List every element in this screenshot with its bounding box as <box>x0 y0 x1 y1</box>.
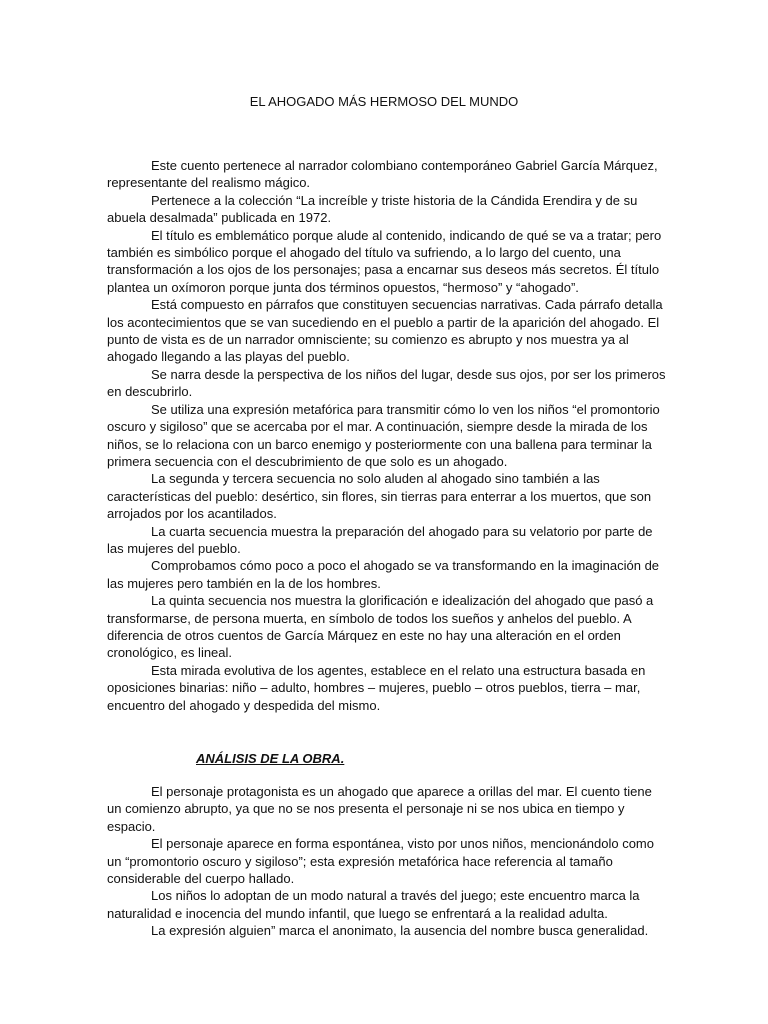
section-heading: ANÁLISIS DE LA OBRA. <box>196 751 345 766</box>
paragraph: El título es emblemático porque alude al contenido, indicando de qué se va a tratar; pero también es simbólico porque el ahogado del título va sufriendo, a lo largo del cuento, una transformación a los ojos de los personajes; pasa a encarnar sus deseos más secretos. Él título plantea un oxímoron porque junta dos términos opuestos, “hermoso” y “ahogado”. <box>107 227 662 295</box>
paragraph: La quinta secuencia nos muestra la glorificación e idealización del ahogado que pasó a transformarse, de persona muerta, en símbolo de todos los sueños y anhelos del pueblo. A diferencia de otros cuentos de García Márquez en este no hay una alteración en el orden cronológico, es lineal. <box>107 593 654 661</box>
paragraph: La expresión alguien” marca el anonimato, la ausencia del nombre busca generalidad. <box>151 923 649 939</box>
paragraph: Los niños lo adoptan de un modo natural a través del juego; este encuentro marca la naturalidad e inocencia del mundo infantil, que luego se enfrentará a la realidad adulta. <box>107 888 640 921</box>
paragraph: El personaje protagonista es un ahogado que aparece a orillas del mar. El cuento tiene un comienzo abrupto, ya que no se nos presenta el personaje ni se nos ubica en tiempo y espacio. <box>107 784 652 834</box>
paragraph: Se utiliza una expresión metafórica para transmitir cómo lo ven los niños “el promontorio oscuro y sigiloso” que se acercaba por el mar. A continuación, siempre desde la mirada de los niños, se lo relaciona con un barco enemigo y posteriormente con una ballena para terminar la primera secuencia con el descubrimiento de que solo es un ahogado. <box>107 401 660 469</box>
paragraph: Comprobamos cómo poco a poco el ahogado se va transformando en la imaginación de las mujeres pero también en la de los hombres. <box>107 558 660 591</box>
paragraph: Esta mirada evolutiva de los agentes, establece en el relato una estructura basada en oposiciones binarias: niño – adulto, hombres – mujeres, pueblo – otros pueblos, tierra – mar, encuentro del ahogado y despedida del mismo. <box>107 662 646 713</box>
paragraph: La cuarta secuencia muestra la preparación del ahogado para su velatorio por parte de las mujeres del pueblo. <box>107 523 653 556</box>
paragraph: Este cuento pertenece al narrador colombiano contemporáneo Gabriel García Márquez, representante del realismo mágico. <box>107 158 658 191</box>
paragraph: Se narra desde la perspectiva de los niños del lugar, desde sus ojos, por ser los primeros en descubrirlo. <box>107 366 666 400</box>
introduction-section <box>107 157 667 714</box>
paragraph: La segunda y tercera secuencia no solo aluden al ahogado sino también a las características del pueblo: desértico, sin flores, sin tierras para enterrar a los muertos, que son arrojados por los acantilados. <box>107 471 652 522</box>
paragraph: Está compuesto en párrafos que constituyen secuencias narrativas. Cada párrafo detalla los acontecimientos que se van sucediendo en el pueblo a partir de la aparición del ahogado. El punto de vista es de un narrador omnisciente; su comienzo es abrupto y nos muestra ya al ahogado llegando a las playas del pueblo. <box>107 297 663 365</box>
analysis-section <box>107 783 667 940</box>
document-title: EL AHOGADO MÁS HERMOSO DEL MUNDO <box>249 94 519 109</box>
paragraph: Pertenece a la colección “La increíble y triste historia de la Cándida Erendira y de su abuela desalmada” publicada en 1972. <box>107 192 638 226</box>
paragraph: El personaje aparece en forma espontánea, visto por unos niños, mencionándolo como un “promontorio oscuro y sigiloso”; esta expresión metafórica hace referencia al tamaño considerable del cuerpo hallado. <box>107 836 654 887</box>
